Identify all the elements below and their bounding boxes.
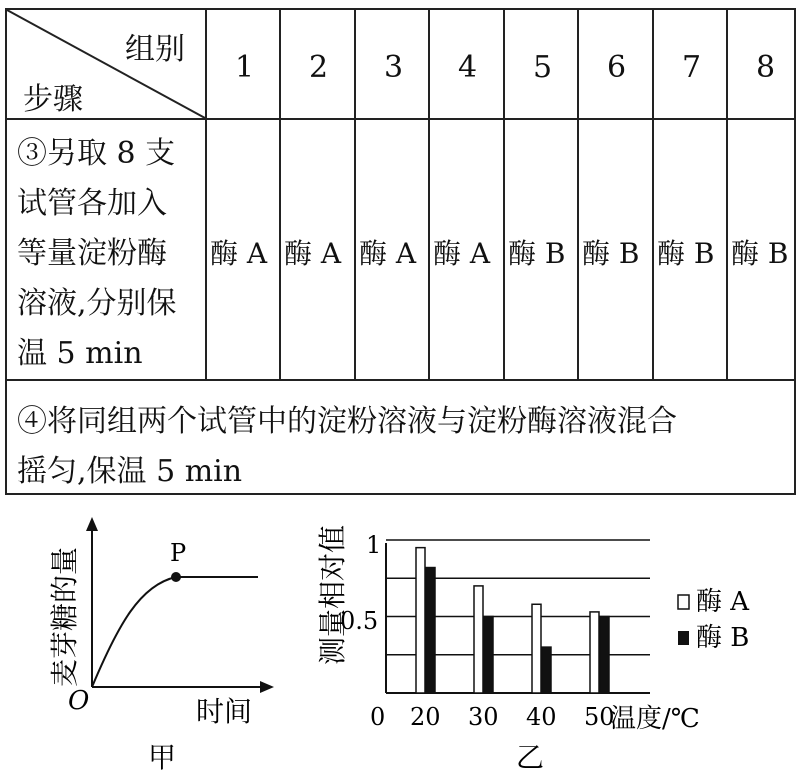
figure-yi	[290, 505, 801, 778]
point-p	[171, 572, 181, 582]
enzyme-cell: 酶 B	[657, 237, 715, 270]
enzyme-cell: 酶 B	[582, 237, 640, 270]
group-number: 6	[607, 50, 627, 85]
x-tick-label: 30	[468, 703, 499, 731]
step3-line: 溶液,分别保	[17, 286, 177, 321]
group-number: 4	[458, 50, 478, 85]
origin-label: O	[68, 686, 90, 716]
col-line-4	[503, 10, 505, 379]
group-number: 2	[309, 50, 329, 85]
x-tick-label: 20	[410, 703, 441, 731]
y-tick-label: 0.5	[340, 607, 379, 635]
enzyme-cell: 酶 A	[210, 237, 268, 270]
legend-swatch-a	[678, 595, 689, 609]
bar-enzyme-b-50	[600, 617, 609, 694]
experiment-table	[5, 8, 796, 495]
step3-line: ③另取 8 支	[17, 136, 176, 171]
group-number: 7	[682, 50, 702, 85]
col-line-3	[428, 10, 430, 379]
caption-jia: 甲	[148, 741, 177, 774]
legend-label-b: 酶 B	[696, 623, 750, 653]
group-number: 8	[756, 50, 776, 85]
x-axis-label: 时间	[196, 695, 253, 728]
x-axis-arrow-icon	[260, 681, 274, 693]
col-line-6	[652, 10, 654, 379]
figure-jia	[0, 505, 290, 778]
y-axis-label: 麦芽糖的量	[48, 546, 81, 687]
y-axis-arrow-icon	[86, 517, 98, 531]
step3-line: 等量淀粉酶	[17, 236, 167, 271]
y-axis-label: 测量相对值	[316, 524, 349, 665]
step3-separator	[7, 379, 794, 381]
x-tick-label: 40	[526, 703, 557, 731]
col-line-5	[577, 10, 579, 379]
step4-line: 摇匀,保温 5 min	[17, 454, 243, 489]
enzyme-cell: 酶 A	[284, 237, 342, 270]
header-group-label: 组别	[125, 32, 185, 67]
bar-enzyme-b-40	[542, 647, 551, 693]
col-line-2	[354, 10, 356, 379]
caption-yi: 乙	[516, 741, 545, 774]
step3-line: 试管各加入	[17, 186, 167, 221]
point-p-label: P	[170, 539, 187, 567]
group-number: 3	[384, 50, 404, 85]
x-origin-label: 0	[370, 703, 386, 731]
x-tick-label: 50	[584, 703, 615, 731]
bar-enzyme-a-40	[532, 604, 541, 693]
enzyme-cell: 酶 B	[508, 237, 566, 270]
col-line-1	[279, 10, 281, 379]
enzyme-cell: 酶 A	[433, 237, 491, 270]
legend-swatch-b	[678, 631, 689, 645]
step4-line: ④将同组两个试管中的淀粉溶液与淀粉酶溶液混合	[17, 404, 677, 439]
y-tick-label: 1	[366, 531, 382, 559]
group-number: 5	[533, 50, 553, 85]
bar-enzyme-b-20	[426, 568, 435, 693]
header-step-label: 步骤	[23, 82, 83, 117]
enzyme-cell: 酶 B	[731, 237, 789, 270]
bar-enzyme-a-50	[590, 612, 599, 693]
step3-line: 温 5 min	[17, 336, 143, 371]
x-axis-label: 温度/℃	[610, 704, 700, 734]
col-line-7	[726, 10, 728, 379]
enzyme-cell: 酶 A	[359, 237, 417, 270]
bar-enzyme-a-20	[416, 548, 425, 693]
product-curve	[92, 577, 258, 687]
group-number: 1	[235, 50, 255, 85]
bar-enzyme-b-30	[484, 617, 493, 694]
bar-enzyme-a-30	[474, 586, 483, 693]
legend-label-a: 酶 A	[696, 587, 750, 617]
